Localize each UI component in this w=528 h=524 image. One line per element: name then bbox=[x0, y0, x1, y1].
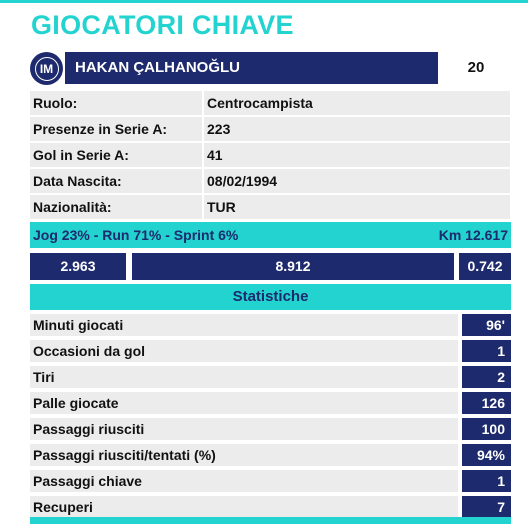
row-divider bbox=[202, 91, 204, 115]
stat-label: Passaggi riusciti bbox=[30, 418, 458, 440]
stat-value: 100 bbox=[462, 418, 511, 440]
bottom-accent-line bbox=[30, 517, 511, 524]
movement-summary: Jog 23% - Run 71% - Sprint 6% bbox=[33, 227, 239, 243]
info-value: TUR bbox=[207, 199, 236, 215]
run-km-box: 8.912 bbox=[132, 253, 454, 280]
player-name: HAKAN ÇALHANOĞLU bbox=[65, 52, 438, 84]
row-divider bbox=[202, 117, 204, 141]
info-label: Gol in Serie A: bbox=[33, 147, 129, 163]
stat-label: Tiri bbox=[30, 366, 458, 388]
row-divider bbox=[202, 195, 204, 219]
info-value: 41 bbox=[207, 147, 223, 163]
info-value: 08/02/1994 bbox=[207, 173, 278, 189]
jog-km-box: 2.963 bbox=[30, 253, 126, 280]
info-row-goals bbox=[30, 143, 510, 167]
info-row-nationality bbox=[30, 195, 510, 219]
info-label: Presenze in Serie A: bbox=[33, 121, 168, 137]
stats-header: Statistiche bbox=[30, 284, 511, 310]
top-accent-line bbox=[0, 0, 528, 3]
stat-label: Palle giocate bbox=[30, 392, 458, 414]
stat-row bbox=[30, 418, 511, 440]
inter-logo-icon bbox=[30, 52, 63, 85]
stat-value: 94% bbox=[462, 444, 511, 466]
stat-label: Occasioni da gol bbox=[30, 340, 458, 362]
stat-row bbox=[30, 314, 511, 336]
stat-label: Recuperi bbox=[30, 496, 458, 518]
row-divider bbox=[202, 169, 204, 193]
info-label: Ruolo: bbox=[33, 95, 78, 111]
stat-row bbox=[30, 366, 511, 388]
info-row-role bbox=[30, 91, 510, 115]
stat-value: 96' bbox=[462, 314, 511, 336]
player-number: 20 bbox=[441, 52, 511, 84]
info-row-appearances bbox=[30, 117, 510, 141]
stat-row bbox=[30, 444, 511, 466]
stat-value: 7 bbox=[462, 496, 511, 518]
sprint-km-box: 0.742 bbox=[459, 253, 511, 280]
stat-value: 1 bbox=[462, 340, 511, 362]
stat-row bbox=[30, 340, 511, 362]
info-value: Centrocampista bbox=[207, 95, 313, 111]
stat-row bbox=[30, 496, 511, 518]
stat-row bbox=[30, 470, 511, 492]
row-divider bbox=[202, 143, 204, 167]
info-value: 223 bbox=[207, 121, 231, 137]
stat-label: Passaggi chiave bbox=[30, 470, 458, 492]
stat-value: 2 bbox=[462, 366, 511, 388]
stat-row bbox=[30, 392, 511, 414]
logo-monogram: IM bbox=[35, 57, 59, 81]
page-title: GIOCATORI CHIAVE bbox=[31, 10, 294, 40]
info-label: Nazionalità: bbox=[33, 199, 112, 215]
stat-label: Minuti giocati bbox=[30, 314, 458, 336]
info-row-birthdate bbox=[30, 169, 510, 193]
stat-value: 126 bbox=[462, 392, 511, 414]
info-label: Data Nascita: bbox=[33, 173, 122, 189]
stat-value: 1 bbox=[462, 470, 511, 492]
stat-label: Passaggi riusciti/tentati (%) bbox=[30, 444, 458, 466]
movement-summary-bar bbox=[30, 222, 511, 248]
movement-km: Km 12.617 bbox=[438, 227, 508, 243]
